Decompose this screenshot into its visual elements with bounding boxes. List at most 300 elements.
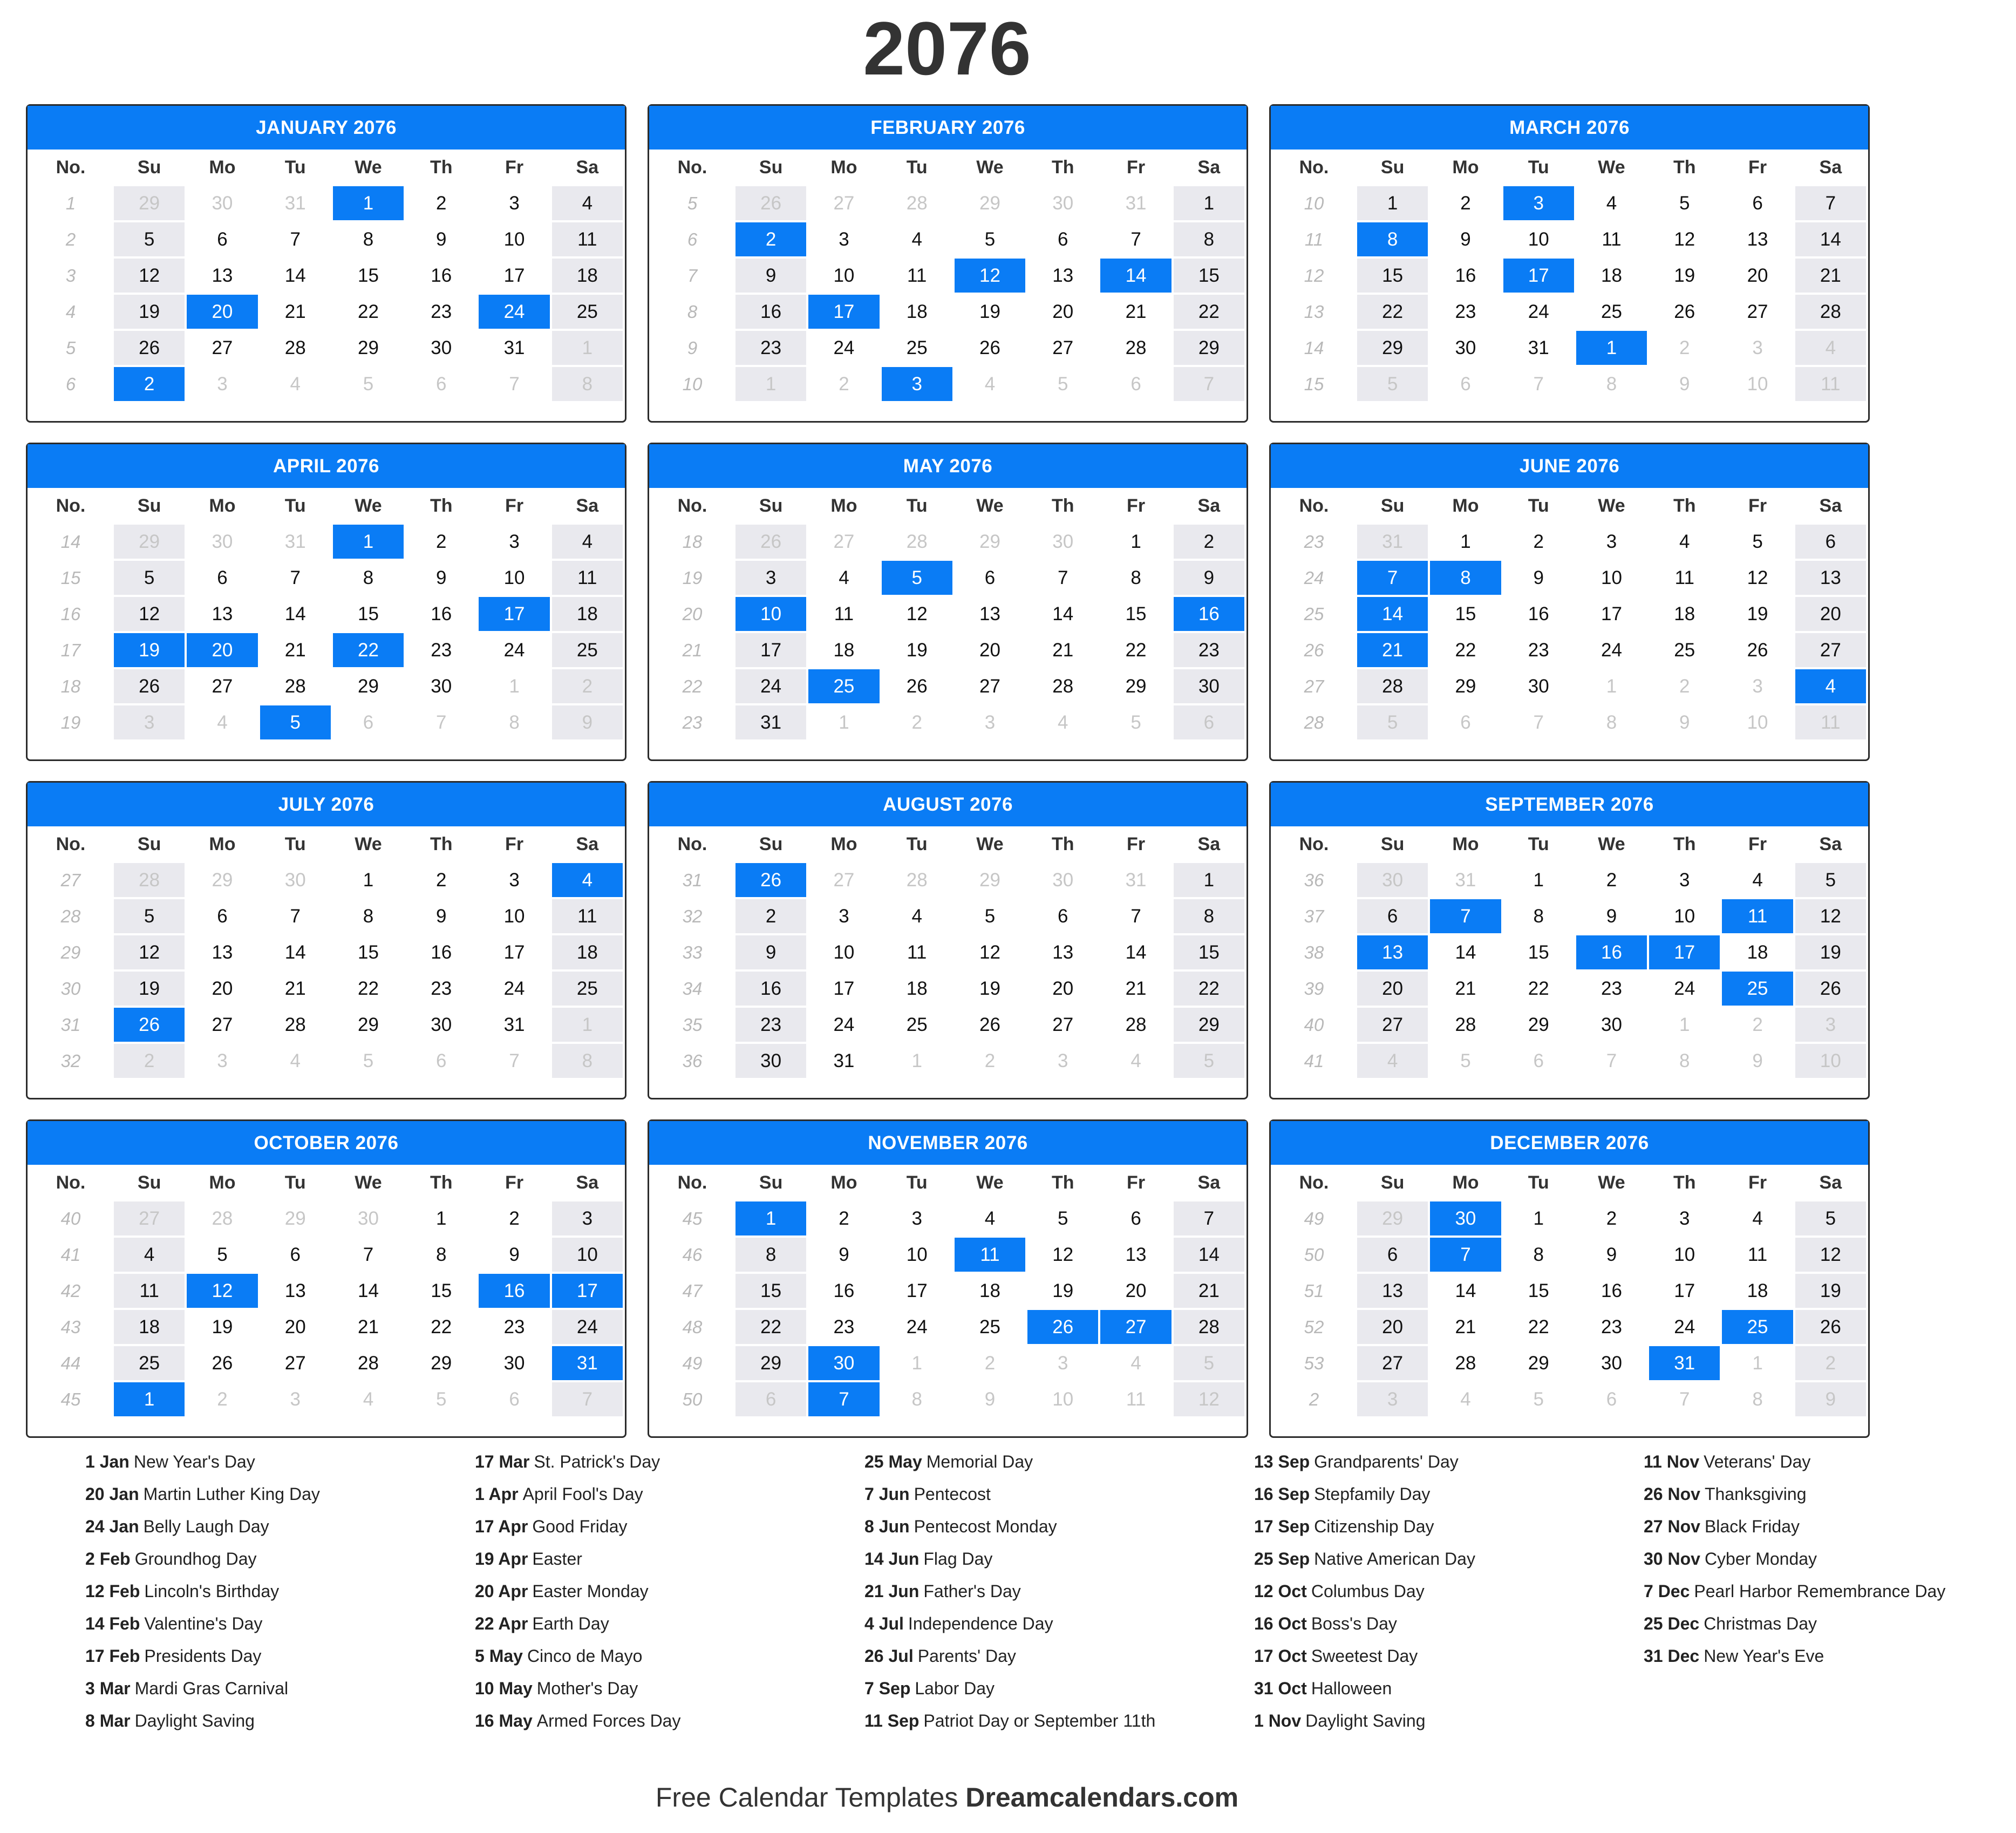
day-cell[interactable]: 31 (1528, 337, 1549, 358)
holiday-day-cell[interactable]: 5 (882, 561, 952, 595)
holiday-day-cell[interactable]: 3 (882, 367, 952, 401)
day-cell[interactable]: 12 (114, 935, 185, 969)
day-cell[interactable]: 31 (503, 1014, 525, 1035)
day-cell[interactable]: 6 (1795, 525, 1866, 559)
day-cell[interactable]: 3 (839, 905, 849, 927)
day-cell[interactable]: 6 (363, 711, 374, 733)
day-cell[interactable]: 10 (1747, 373, 1768, 395)
day-cell[interactable]: 22 (1125, 639, 1147, 661)
day-cell[interactable]: 2 (735, 899, 806, 933)
day-cell[interactable]: 25 (979, 1316, 1000, 1338)
day-cell[interactable]: 1 (1679, 1014, 1690, 1035)
day-cell[interactable]: 22 (1528, 977, 1549, 999)
day-cell[interactable]: 23 (503, 1316, 525, 1338)
day-cell[interactable]: 30 (1174, 669, 1244, 703)
day-cell[interactable]: 31 (1125, 869, 1147, 891)
day-cell[interactable]: 22 (358, 301, 379, 322)
day-cell[interactable]: 13 (979, 603, 1000, 624)
day-cell[interactable]: 27 (284, 1352, 306, 1374)
day-cell[interactable]: 18 (552, 597, 623, 631)
holiday-day-cell[interactable]: 2 (735, 222, 806, 256)
day-cell[interactable]: 28 (284, 337, 306, 358)
day-cell[interactable]: 26 (114, 331, 185, 365)
day-cell[interactable]: 29 (1528, 1014, 1549, 1035)
day-cell[interactable]: 27 (212, 337, 233, 358)
day-cell[interactable]: 30 (1052, 531, 1074, 552)
day-cell[interactable]: 22 (735, 1310, 806, 1344)
day-cell[interactable]: 3 (1058, 1050, 1068, 1071)
day-cell[interactable]: 21 (1174, 1274, 1244, 1308)
day-cell[interactable]: 7 (436, 711, 447, 733)
day-cell[interactable]: 9 (1606, 905, 1617, 927)
day-cell[interactable]: 24 (552, 1310, 623, 1344)
day-cell[interactable]: 5 (363, 373, 374, 395)
day-cell[interactable]: 6 (1058, 905, 1068, 927)
day-cell[interactable]: 28 (1795, 295, 1866, 329)
day-cell[interactable]: 8 (1752, 1388, 1763, 1410)
day-cell[interactable]: 18 (114, 1310, 185, 1344)
day-cell[interactable]: 5 (1357, 705, 1428, 739)
day-cell[interactable]: 29 (114, 525, 185, 559)
day-cell[interactable]: 2 (552, 669, 623, 703)
day-cell[interactable]: 17 (1601, 603, 1622, 624)
day-cell[interactable]: 20 (1747, 264, 1768, 286)
day-cell[interactable]: 14 (284, 941, 306, 963)
day-cell[interactable]: 21 (284, 639, 306, 661)
day-cell[interactable]: 6 (1606, 1388, 1617, 1410)
day-cell[interactable]: 1 (1606, 675, 1617, 697)
day-cell[interactable]: 30 (358, 1207, 379, 1229)
day-cell[interactable]: 8 (1533, 1244, 1544, 1265)
day-cell[interactable]: 9 (735, 259, 806, 293)
day-cell[interactable]: 17 (735, 633, 806, 667)
day-cell[interactable]: 4 (839, 567, 849, 588)
holiday-day-cell[interactable]: 3 (1503, 186, 1574, 220)
holiday-day-cell[interactable]: 16 (479, 1274, 549, 1308)
day-cell[interactable]: 9 (1679, 373, 1690, 395)
day-cell[interactable]: 16 (833, 1280, 855, 1301)
day-cell[interactable]: 9 (436, 567, 447, 588)
day-cell[interactable]: 21 (284, 977, 306, 999)
day-cell[interactable]: 3 (552, 1201, 623, 1235)
day-cell[interactable]: 15 (358, 941, 379, 963)
day-cell[interactable]: 6 (1174, 705, 1244, 739)
day-cell[interactable]: 26 (979, 1014, 1000, 1035)
day-cell[interactable]: 8 (1679, 1050, 1690, 1071)
day-cell[interactable]: 18 (1601, 264, 1622, 286)
day-cell[interactable]: 23 (1174, 633, 1244, 667)
holiday-day-cell[interactable]: 26 (735, 863, 806, 897)
day-cell[interactable]: 12 (1052, 1244, 1074, 1265)
day-cell[interactable]: 19 (114, 972, 185, 1006)
holiday-day-cell[interactable]: 22 (333, 633, 404, 667)
day-cell[interactable]: 7 (290, 228, 301, 250)
day-cell[interactable]: 10 (503, 905, 525, 927)
day-cell[interactable]: 1 (735, 367, 806, 401)
day-cell[interactable]: 14 (1795, 222, 1866, 256)
day-cell[interactable]: 5 (1130, 711, 1141, 733)
day-cell[interactable]: 15 (735, 1274, 806, 1308)
day-cell[interactable]: 31 (503, 337, 525, 358)
day-cell[interactable]: 23 (431, 639, 452, 661)
day-cell[interactable]: 30 (1528, 675, 1549, 697)
day-cell[interactable]: 24 (1674, 1316, 1695, 1338)
day-cell[interactable]: 29 (735, 1346, 806, 1380)
holiday-day-cell[interactable]: 7 (1430, 1238, 1501, 1272)
day-cell[interactable]: 5 (1795, 863, 1866, 897)
day-cell[interactable]: 21 (1455, 977, 1476, 999)
day-cell[interactable]: 4 (1460, 1388, 1471, 1410)
day-cell[interactable]: 7 (1130, 905, 1141, 927)
day-cell[interactable]: 3 (984, 711, 996, 733)
day-cell[interactable]: 4 (984, 1207, 996, 1229)
day-cell[interactable]: 27 (212, 1014, 233, 1035)
day-cell[interactable]: 27 (833, 869, 855, 891)
day-cell[interactable]: 11 (1126, 1388, 1146, 1410)
day-cell[interactable]: 22 (1528, 1316, 1549, 1338)
day-cell[interactable]: 2 (984, 1352, 996, 1374)
day-cell[interactable]: 6 (217, 567, 228, 588)
day-cell[interactable]: 8 (1606, 711, 1617, 733)
day-cell[interactable]: 29 (1357, 331, 1428, 365)
day-cell[interactable]: 28 (1125, 1014, 1147, 1035)
day-cell[interactable]: 29 (979, 869, 1000, 891)
day-cell[interactable]: 3 (839, 228, 849, 250)
day-cell[interactable]: 1 (911, 1050, 922, 1071)
day-cell[interactable]: 11 (552, 899, 623, 933)
day-cell[interactable]: 6 (1533, 1050, 1544, 1071)
day-cell[interactable]: 25 (114, 1346, 185, 1380)
day-cell[interactable]: 2 (509, 1207, 520, 1229)
day-cell[interactable]: 29 (1174, 331, 1244, 365)
day-cell[interactable]: 3 (1679, 1207, 1690, 1229)
day-cell[interactable]: 1 (363, 869, 374, 891)
day-cell[interactable]: 28 (1052, 675, 1074, 697)
day-cell[interactable]: 28 (1125, 337, 1147, 358)
day-cell[interactable]: 10 (906, 1244, 928, 1265)
day-cell[interactable]: 3 (1606, 531, 1617, 552)
day-cell[interactable]: 12 (1795, 899, 1866, 933)
holiday-day-cell[interactable]: 20 (187, 295, 257, 329)
day-cell[interactable]: 10 (1601, 567, 1622, 588)
day-cell[interactable]: 6 (1058, 228, 1068, 250)
day-cell[interactable]: 14 (358, 1280, 379, 1301)
day-cell[interactable]: 11 (907, 941, 927, 963)
day-cell[interactable]: 15 (1125, 603, 1147, 624)
day-cell[interactable]: 2 (1679, 337, 1690, 358)
day-cell[interactable]: 25 (552, 295, 623, 329)
day-cell[interactable]: 10 (1747, 711, 1768, 733)
day-cell[interactable]: 11 (1674, 567, 1694, 588)
day-cell[interactable]: 18 (552, 259, 623, 293)
day-cell[interactable]: 5 (1795, 1201, 1866, 1235)
day-cell[interactable]: 3 (1058, 1352, 1068, 1374)
day-cell[interactable]: 27 (114, 1201, 185, 1235)
holiday-day-cell[interactable]: 8 (1430, 561, 1501, 595)
day-cell[interactable]: 8 (735, 1238, 806, 1272)
day-cell[interactable]: 1 (552, 331, 623, 365)
holiday-day-cell[interactable]: 31 (552, 1346, 623, 1380)
day-cell[interactable]: 31 (284, 531, 306, 552)
day-cell[interactable]: 9 (436, 905, 447, 927)
holiday-day-cell[interactable]: 4 (552, 863, 623, 897)
day-cell[interactable]: 19 (212, 1316, 233, 1338)
day-cell[interactable]: 9 (1533, 567, 1544, 588)
holiday-day-cell[interactable]: 26 (1027, 1310, 1098, 1344)
day-cell[interactable]: 7 (290, 905, 301, 927)
holiday-day-cell[interactable]: 10 (735, 597, 806, 631)
day-cell[interactable]: 2 (911, 711, 922, 733)
day-cell[interactable]: 28 (212, 1207, 233, 1229)
day-cell[interactable]: 4 (114, 1238, 185, 1272)
day-cell[interactable]: 2 (114, 1044, 185, 1078)
day-cell[interactable]: 10 (552, 1238, 623, 1272)
day-cell[interactable]: 8 (363, 567, 374, 588)
day-cell[interactable]: 9 (1606, 1244, 1617, 1265)
day-cell[interactable]: 26 (1795, 1310, 1866, 1344)
day-cell[interactable]: 22 (1174, 972, 1244, 1006)
day-cell[interactable]: 2 (1752, 1014, 1763, 1035)
day-cell[interactable]: 12 (1795, 1238, 1866, 1272)
day-cell[interactable]: 19 (906, 639, 928, 661)
holiday-day-cell[interactable]: 17 (1649, 935, 1720, 969)
holiday-day-cell[interactable]: 5 (260, 705, 331, 739)
day-cell[interactable]: 24 (1601, 639, 1622, 661)
day-cell[interactable]: 6 (1130, 1207, 1141, 1229)
day-cell[interactable]: 8 (1174, 899, 1244, 933)
day-cell[interactable]: 1 (1130, 531, 1141, 552)
day-cell[interactable]: 1 (1460, 531, 1471, 552)
day-cell[interactable]: 17 (503, 264, 525, 286)
day-cell[interactable]: 5 (1058, 373, 1068, 395)
holiday-day-cell[interactable]: 11 (955, 1238, 1025, 1272)
day-cell[interactable]: 1 (911, 1352, 922, 1374)
day-cell[interactable]: 6 (436, 373, 447, 395)
day-cell[interactable]: 28 (1455, 1352, 1476, 1374)
day-cell[interactable]: 3 (1752, 337, 1763, 358)
holiday-day-cell[interactable]: 24 (479, 295, 549, 329)
day-cell[interactable]: 2 (1606, 869, 1617, 891)
day-cell[interactable]: 15 (1357, 259, 1428, 293)
day-cell[interactable]: 20 (1357, 972, 1428, 1006)
day-cell[interactable]: 1 (1752, 1352, 1763, 1374)
day-cell[interactable]: 4 (1130, 1352, 1141, 1374)
day-cell[interactable]: 31 (284, 192, 306, 214)
day-cell[interactable]: 10 (1795, 1044, 1866, 1078)
day-cell[interactable]: 30 (212, 531, 233, 552)
day-cell[interactable]: 2 (1795, 1346, 1866, 1380)
day-cell[interactable]: 3 (911, 1207, 922, 1229)
day-cell[interactable]: 1 (1174, 863, 1244, 897)
day-cell[interactable]: 3 (509, 531, 520, 552)
day-cell[interactable]: 2 (436, 531, 447, 552)
day-cell[interactable]: 8 (911, 1388, 922, 1410)
day-cell[interactable]: 12 (906, 603, 928, 624)
holiday-day-cell[interactable]: 16 (1174, 597, 1244, 631)
day-cell[interactable]: 5 (114, 561, 185, 595)
day-cell[interactable]: 31 (735, 705, 806, 739)
day-cell[interactable]: 18 (552, 935, 623, 969)
day-cell[interactable]: 12 (1747, 567, 1768, 588)
day-cell[interactable]: 29 (979, 192, 1000, 214)
day-cell[interactable]: 2 (984, 1050, 996, 1071)
day-cell[interactable]: 14 (1455, 941, 1476, 963)
day-cell[interactable]: 22 (358, 977, 379, 999)
day-cell[interactable]: 10 (503, 567, 525, 588)
day-cell[interactable]: 4 (1357, 1044, 1428, 1078)
day-cell[interactable]: 1 (509, 675, 520, 697)
day-cell[interactable]: 28 (906, 869, 928, 891)
day-cell[interactable]: 29 (114, 186, 185, 220)
day-cell[interactable]: 16 (431, 264, 452, 286)
day-cell[interactable]: 23 (735, 331, 806, 365)
day-cell[interactable]: 30 (1455, 337, 1476, 358)
day-cell[interactable]: 3 (217, 373, 228, 395)
day-cell[interactable]: 18 (1747, 941, 1768, 963)
day-cell[interactable]: 14 (284, 264, 306, 286)
day-cell[interactable]: 24 (833, 1014, 855, 1035)
day-cell[interactable]: 7 (509, 1050, 520, 1071)
day-cell[interactable]: 30 (284, 869, 306, 891)
day-cell[interactable]: 23 (833, 1316, 855, 1338)
day-cell[interactable]: 7 (509, 373, 520, 395)
day-cell[interactable]: 19 (1674, 264, 1695, 286)
day-cell[interactable]: 5 (1679, 192, 1690, 214)
day-cell[interactable]: 28 (906, 531, 928, 552)
day-cell[interactable]: 25 (906, 337, 928, 358)
day-cell[interactable]: 14 (1174, 1238, 1244, 1272)
day-cell[interactable]: 1 (436, 1207, 447, 1229)
day-cell[interactable]: 4 (290, 373, 301, 395)
day-cell[interactable]: 15 (431, 1280, 452, 1301)
day-cell[interactable]: 7 (290, 567, 301, 588)
day-cell[interactable]: 12 (1674, 228, 1695, 250)
day-cell[interactable]: 1 (1533, 869, 1544, 891)
day-cell[interactable]: 6 (290, 1244, 301, 1265)
day-cell[interactable]: 31 (833, 1050, 855, 1071)
holiday-day-cell[interactable]: 30 (1430, 1201, 1501, 1235)
day-cell[interactable]: 3 (1752, 675, 1763, 697)
day-cell[interactable]: 2 (1533, 531, 1544, 552)
day-cell[interactable]: 5 (984, 905, 996, 927)
day-cell[interactable]: 28 (1357, 669, 1428, 703)
day-cell[interactable]: 2 (436, 869, 447, 891)
day-cell[interactable]: 9 (436, 228, 447, 250)
day-cell[interactable]: 13 (212, 603, 233, 624)
day-cell[interactable]: 27 (979, 675, 1000, 697)
day-cell[interactable]: 4 (1679, 531, 1690, 552)
day-cell[interactable]: 13 (1795, 561, 1866, 595)
day-cell[interactable]: 24 (833, 337, 855, 358)
day-cell[interactable]: 5 (1174, 1044, 1244, 1078)
day-cell[interactable]: 10 (503, 228, 525, 250)
holiday-day-cell[interactable]: 7 (808, 1382, 879, 1416)
day-cell[interactable]: 23 (1528, 639, 1549, 661)
day-cell[interactable]: 10 (833, 264, 855, 286)
day-cell[interactable]: 15 (1455, 603, 1476, 624)
day-cell[interactable]: 10 (1528, 228, 1549, 250)
holiday-day-cell[interactable]: 17 (479, 597, 549, 631)
holiday-day-cell[interactable]: 21 (1357, 633, 1428, 667)
day-cell[interactable]: 28 (1174, 1310, 1244, 1344)
day-cell[interactable]: 16 (1528, 603, 1549, 624)
day-cell[interactable]: 29 (284, 1207, 306, 1229)
holiday-day-cell[interactable]: 2 (114, 367, 185, 401)
day-cell[interactable]: 6 (436, 1050, 447, 1071)
day-cell[interactable]: 26 (735, 186, 806, 220)
day-cell[interactable]: 2 (1174, 525, 1244, 559)
day-cell[interactable]: 4 (984, 373, 996, 395)
day-cell[interactable]: 4 (1606, 192, 1617, 214)
day-cell[interactable]: 18 (1747, 1280, 1768, 1301)
day-cell[interactable]: 4 (552, 525, 623, 559)
holiday-day-cell[interactable]: 1 (735, 1201, 806, 1235)
holiday-day-cell[interactable]: 1 (333, 525, 404, 559)
day-cell[interactable]: 30 (431, 337, 452, 358)
day-cell[interactable]: 30 (431, 1014, 452, 1035)
day-cell[interactable]: 21 (1052, 639, 1074, 661)
day-cell[interactable]: 4 (1058, 711, 1068, 733)
day-cell[interactable]: 14 (1125, 941, 1147, 963)
day-cell[interactable]: 27 (212, 675, 233, 697)
day-cell[interactable]: 10 (1674, 905, 1695, 927)
day-cell[interactable]: 29 (1125, 675, 1147, 697)
day-cell[interactable]: 26 (212, 1352, 233, 1374)
day-cell[interactable]: 17 (906, 1280, 928, 1301)
day-cell[interactable]: 13 (284, 1280, 306, 1301)
day-cell[interactable]: 7 (363, 1244, 374, 1265)
day-cell[interactable]: 30 (431, 675, 452, 697)
day-cell[interactable]: 13 (1052, 941, 1074, 963)
day-cell[interactable]: 22 (1174, 295, 1244, 329)
day-cell[interactable]: 29 (1357, 1201, 1428, 1235)
day-cell[interactable]: 6 (1130, 373, 1141, 395)
day-cell[interactable]: 11 (1747, 1244, 1768, 1265)
day-cell[interactable]: 3 (1795, 1008, 1866, 1042)
day-cell[interactable]: 31 (1455, 869, 1476, 891)
day-cell[interactable]: 3 (290, 1388, 301, 1410)
holiday-day-cell[interactable]: 25 (808, 669, 879, 703)
day-cell[interactable]: 22 (1357, 295, 1428, 329)
day-cell[interactable]: 24 (503, 977, 525, 999)
day-cell[interactable]: 30 (1601, 1352, 1622, 1374)
day-cell[interactable]: 20 (1795, 597, 1866, 631)
day-cell[interactable]: 6 (1357, 1238, 1428, 1272)
holiday-day-cell[interactable]: 19 (114, 633, 185, 667)
day-cell[interactable]: 17 (833, 977, 855, 999)
day-cell[interactable]: 21 (1455, 1316, 1476, 1338)
day-cell[interactable]: 8 (509, 711, 520, 733)
day-cell[interactable]: 29 (358, 1014, 379, 1035)
day-cell[interactable]: 8 (436, 1244, 447, 1265)
day-cell[interactable]: 4 (1130, 1050, 1141, 1071)
day-cell[interactable]: 3 (509, 192, 520, 214)
day-cell[interactable]: 3 (217, 1050, 228, 1071)
day-cell[interactable]: 11 (114, 1274, 185, 1308)
day-cell[interactable]: 28 (284, 1014, 306, 1035)
day-cell[interactable]: 3 (1357, 1382, 1428, 1416)
day-cell[interactable]: 22 (431, 1316, 452, 1338)
holiday-day-cell[interactable]: 7 (1430, 899, 1501, 933)
day-cell[interactable]: 20 (1357, 1310, 1428, 1344)
day-cell[interactable]: 6 (1460, 373, 1471, 395)
day-cell[interactable]: 25 (552, 972, 623, 1006)
day-cell[interactable]: 27 (1052, 1014, 1074, 1035)
day-cell[interactable]: 30 (503, 1352, 525, 1374)
holiday-day-cell[interactable]: 13 (1357, 935, 1428, 969)
day-cell[interactable]: 25 (552, 633, 623, 667)
day-cell[interactable]: 27 (1052, 337, 1074, 358)
